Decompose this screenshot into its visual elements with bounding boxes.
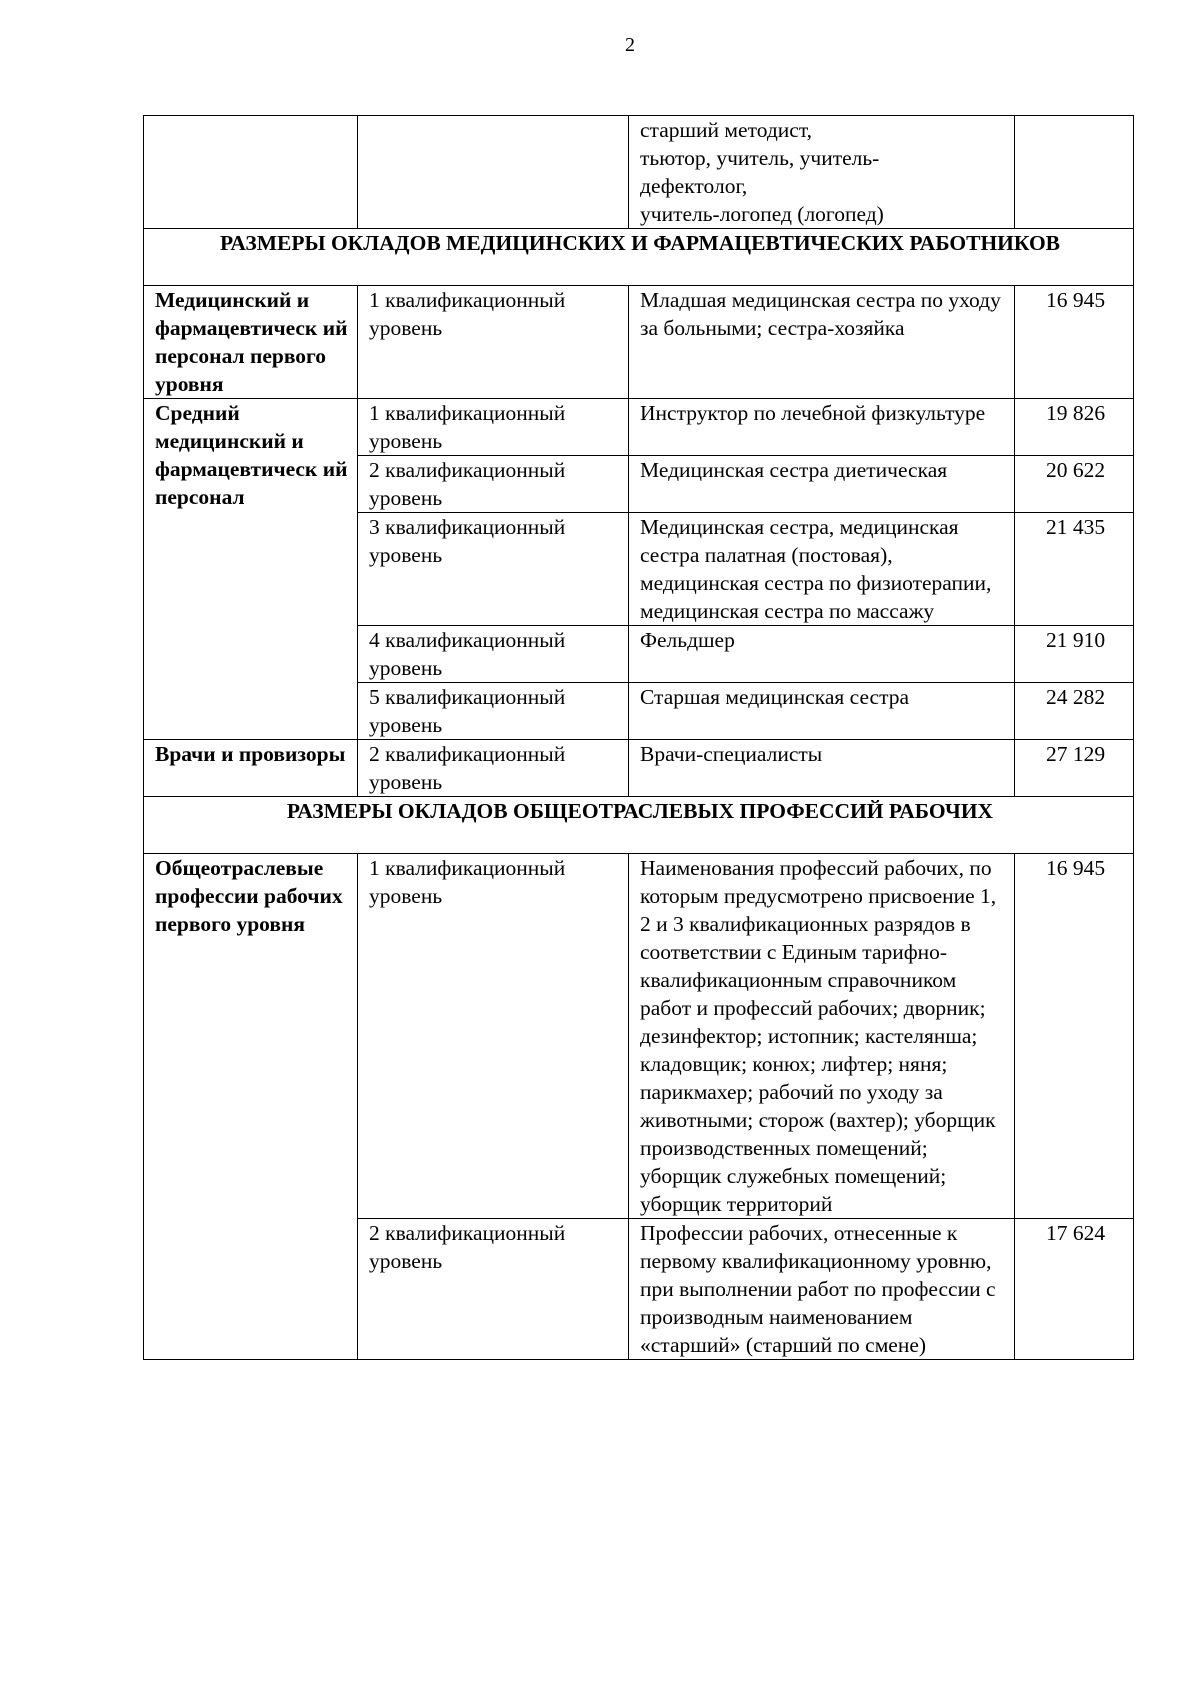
section-heading: РАЗМЕРЫ ОКЛАДОВ ОБЩЕОТРАСЛЕВЫХ ПРОФЕССИЙ РАБОЧИХ xyxy=(144,797,1134,854)
table-row xyxy=(144,854,1134,1219)
salary-cell xyxy=(1015,116,1134,229)
section-heading: РАЗМЕРЫ ОКЛАДОВ МЕДИЦИНСКИХ И ФАРМАЦЕВТИЧЕСКИХ РАБОТНИКОВ xyxy=(144,229,1134,286)
salary-cell: 17 624 xyxy=(1015,1219,1134,1360)
salary-cell: 24 282 xyxy=(1015,683,1134,740)
positions-cell: Инструктор по лечебной физкультуре xyxy=(629,399,1015,456)
positions-cell: Медицинская сестра, медицинская сестра палатная (постовая), медицинская сестра по физиотерапии, медицинская сестра по массажу xyxy=(629,513,1015,626)
section-heading-row xyxy=(144,229,1134,286)
level-cell: 1 квалификационный уровень xyxy=(358,286,629,399)
salary-cell: 21 910 xyxy=(1015,626,1134,683)
level-cell: 5 квалификационный уровень xyxy=(358,683,629,740)
positions-cell: Фельдшер xyxy=(629,626,1015,683)
level-cell xyxy=(358,116,629,229)
category-cell: Средний медицинский и фармацевтическ ий персонал xyxy=(144,399,358,740)
positions-cell: Медицинская сестра диетическая xyxy=(629,456,1015,513)
continuation-line: учитель-логопед (логопед) xyxy=(640,202,884,226)
table-row xyxy=(144,399,1134,456)
positions-cell xyxy=(629,116,1015,229)
page-number: 2 xyxy=(625,34,635,56)
continuation-line: старший методист, xyxy=(640,118,812,142)
section-heading-row xyxy=(144,797,1134,854)
positions-cell: Профессии рабочих, отнесенные к первому квалификационному уровню, при выполнении работ по профессии с производным наименованием «старший» (старший по смене) xyxy=(629,1219,1015,1360)
table-row xyxy=(144,740,1134,797)
salary-table xyxy=(143,115,1134,1360)
positions-cell: Младшая медицинская сестра по уходу за больными; сестра-хозяйка xyxy=(629,286,1015,399)
category-cell: Медицинский и фармацевтическ ий персонал первого уровня xyxy=(144,286,358,399)
level-cell: 2 квалификационный уровень xyxy=(358,740,629,797)
level-cell: 4 квалификационный уровень xyxy=(358,626,629,683)
salary-cell: 16 945 xyxy=(1015,854,1134,1219)
level-cell: 2 квалификационный уровень xyxy=(358,1219,629,1360)
table-row xyxy=(144,286,1134,399)
salary-cell: 21 435 xyxy=(1015,513,1134,626)
positions-cell: Наименования профессий рабочих, по которым предусмотрено присвоение 1, 2 и 3 квалификационных разрядов в соответствии с Единым тарифно-квалификационным справочником работ и профессий рабочих; дворник; дезинфектор; истопник; кастелянша; кладовщик; конюх; лифтер; няня; парикмахер; рабочий по уходу за животными; сторож (вахтер); уборщик производственных помещений; уборщик служебных помещений; уборщик территорий xyxy=(629,854,1015,1219)
salary-cell: 16 945 xyxy=(1015,286,1134,399)
continuation-line: дефектолог, xyxy=(640,174,748,198)
positions-cell: Старшая медицинская сестра xyxy=(629,683,1015,740)
level-cell: 1 квалификационный уровень xyxy=(358,854,629,1219)
salary-cell: 20 622 xyxy=(1015,456,1134,513)
level-cell: 1 квалификационный уровень xyxy=(358,399,629,456)
level-cell: 3 квалификационный уровень xyxy=(358,513,629,626)
continuation-line: тьютор, учитель, учитель- xyxy=(640,146,880,170)
category-cell: Общеотраслевые профессии рабочих первого уровня xyxy=(144,854,358,1360)
salary-cell: 27 129 xyxy=(1015,740,1134,797)
salary-cell: 19 826 xyxy=(1015,399,1134,456)
positions-cell: Врачи-специалисты xyxy=(629,740,1015,797)
table-row xyxy=(144,116,1134,229)
level-cell: 2 квалификационный уровень xyxy=(358,456,629,513)
category-cell xyxy=(144,116,358,229)
category-cell: Врачи и провизоры xyxy=(144,740,358,797)
